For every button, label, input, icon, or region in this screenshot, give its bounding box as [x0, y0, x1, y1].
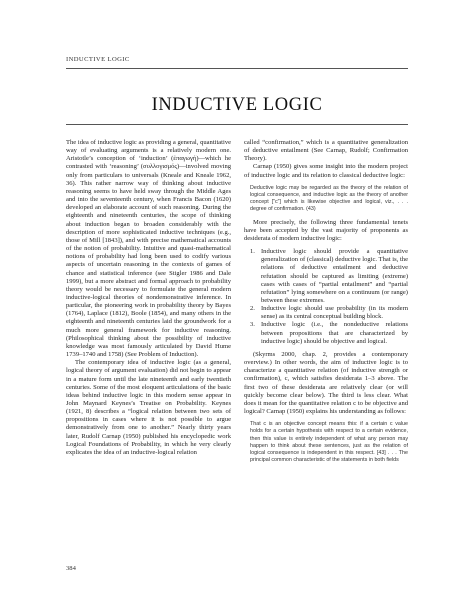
- desideratum-3: [250, 321, 408, 345]
- carnap-intro-paragraph: Carnap (1950) gives some insight into the modern project of inductive logic and its relation to classical deductive logic:: [244, 163, 408, 179]
- right-column: [244, 139, 408, 469]
- desideratum-text: Inductive logic should provide a quantitative generalization of (classical) deductive logic. That is, the relations of deductive entailment and deductive refutation should be captured as limiting (extreme) cases with cases of “partial entailment” and “partial refutation” lying somewhere on a continuum (or range) between these extremes.: [261, 248, 408, 304]
- desiderata-list: [244, 248, 408, 346]
- continuation-paragraph: called “confirmation,” which is a quantitative generalization of deductive entailment (See Carnap, Rudolf; Confirmation Theory).: [244, 139, 408, 163]
- desideratum-1: [250, 248, 408, 305]
- desideratum-number: 2.: [250, 305, 255, 313]
- desideratum-text: Inductive logic (i.e., the nondeductive relations between propositions that are characterized by inductive logic) should be objective and logical.: [261, 321, 408, 345]
- block-quote-2: That c is an objective concept means this: if a certain c value holds for a certain hypothesis with respect to a certain evidence, then this value is entirely independent of what any person may happen to think about these sentences, just as the relation of logical consequence is independent in this respect. [43] . . . The principal common characteristic of the statements in both fields: [250, 421, 408, 464]
- header-rule: [66, 68, 408, 69]
- aim-paragraph: (Skyrms 2000, chap. 2, provides a contemporary overview.) In other words, the aim of inductive logic is to characterize a quantitative relation (of inductive strength or confirmation), c, which satisfies desiderata 1–3 above. The first two of these desiderata are relatively clear (or will quickly become clear below). The third is less clear. What does it mean for the quantitative relation c to be objective and logical? Carnap (1950) explains his understanding as follows:: [244, 350, 408, 416]
- running-head: INDUCTIVE LOGIC: [66, 56, 130, 63]
- page-title: INDUCTIVE LOGIC: [151, 95, 323, 115]
- tenets-paragraph: More precisely, the following three fundamental tenets have been accepted by the vast majority of proponents as desiderata of modern inductive logic:: [244, 218, 408, 242]
- paragraph-2: The contemporary idea of inductive logic (as a general, logical theory of argument evaluation) did not begin to appear in a mature form until the late nineteenth and early twentieth centuries. Some of the most eloquent articulations of the basic ideas behind inductive logic in this modern sense appear in John Maynard Keynes’s Treatise on Probability. Keynes (1921, 8) describes a “logical relation between two sets of propositions in cases where it is not possible to argue demonstratively from one to another.” Nearly thirty years later, Rudolf Carnap (1950) published his encyclopedic work Logical Foundations of Probability, in which he very clearly explicates the idea of an inductive-logical relation: [66, 359, 231, 456]
- desideratum-text: Inductive logic should use probability (in its modern sense) as its central conceptual building block.: [261, 305, 408, 321]
- paragraph-1: The idea of inductive logic as providing a general, quantitative way of evaluating arguments is a relatively modern one. Aristotle’s conception of ‘induction’ (ἐπαγωγή)—which he contrasted with ‘reasoning’ (συλλογισμός)—involved moving only from particulars to universals (Kneale and Kneale 1962, 36). This rather narrow way of thinking about inductive reasoning seems to have held sway through the Middle Ages and into the seventeenth century, when Francis Bacon (1620) developed an elaborate account of such reasoning. During the eighteenth and nineteenth centuries, the scope of thinking about induction began to broaden considerably with the description of more sophisticated inductive techniques (e.g., those of Mill [1843]), and with precise mathematical accounts of the notion of probability. Intuitive and quasi-mathematical notions of probability had long been used to codify various aspects of uncertain reasoning in the contexts of games of chance and statistical inference (see Stigler 1986 and Dale 1999), but a more abstract and formal approach to probability theory would be necessary to formulate the general modern inductive-logical theories of nondemonstrative inference. In particular, the pioneering work in probability theory by Bayes (1764), Laplace (1812), Boole (1854), and many others in the eighteenth and nineteenth centuries laid the groundwork for a much more general framework for inductive reasoning. (Philosophical thinking about the possibility of inductive knowledge was most famously articulated by David Hume 1739–1740 and 1758) (See Problem of Induction).: [66, 139, 231, 359]
- title-rule: [66, 124, 408, 125]
- desideratum-number: 3.: [250, 321, 255, 329]
- desideratum-2: [250, 305, 408, 321]
- left-column: [66, 139, 231, 457]
- desideratum-number: 1.: [250, 248, 255, 256]
- page-number: 384: [66, 565, 76, 572]
- block-quote-1: Deductive logic may be regarded as the theory of the relation of logical consequence, and inductive logic as the theory of another concept [“c”] which is likewise objective and logical, viz., . . . degree of confirmation. (43): [250, 184, 408, 213]
